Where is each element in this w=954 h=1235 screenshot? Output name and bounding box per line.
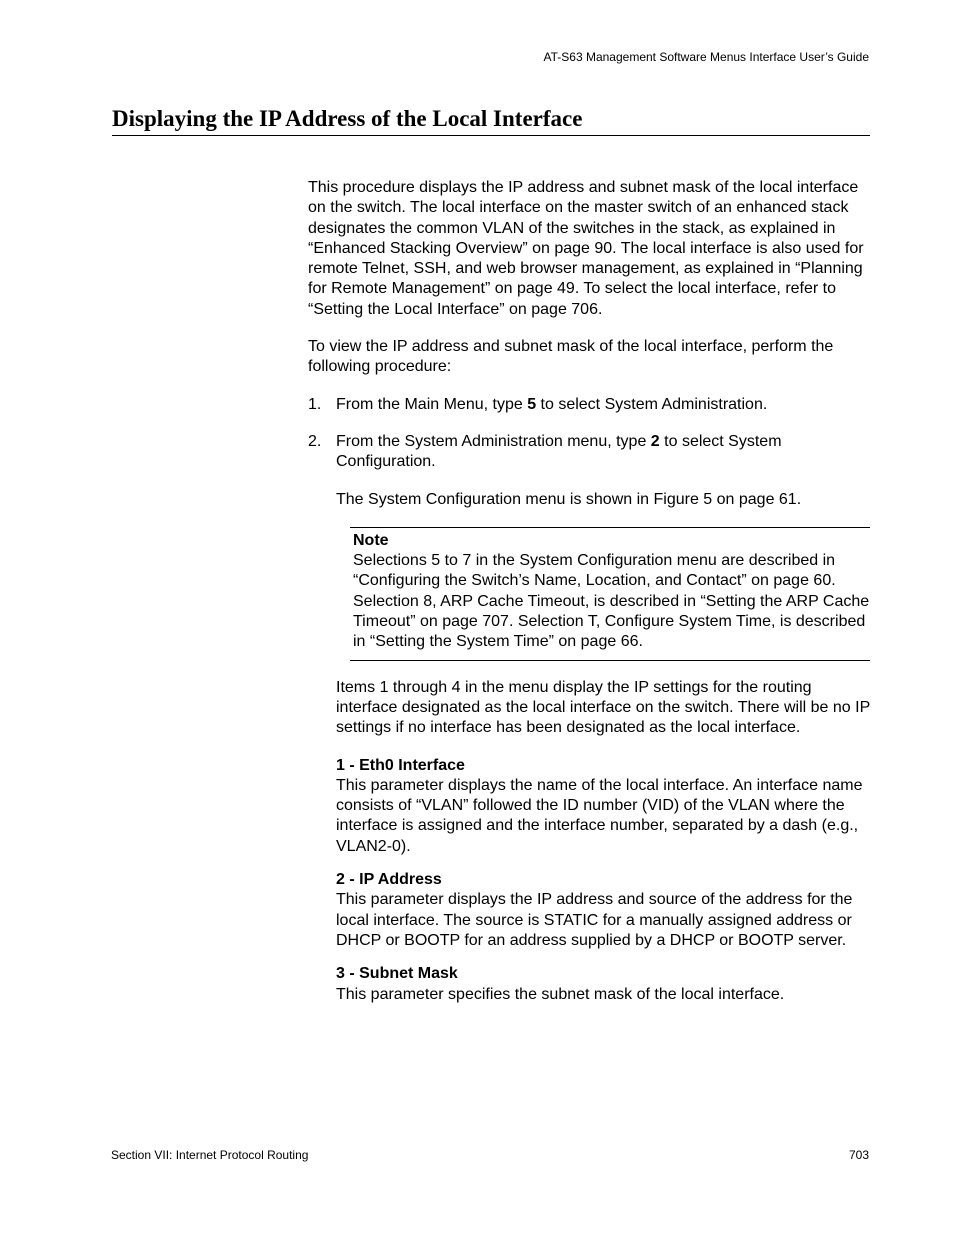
step-number: 1. — [308, 395, 322, 413]
step-followup: The System Configuration menu is shown in Figure 5 on page 61. — [336, 490, 802, 508]
step-number: 2. — [308, 432, 322, 450]
parameter-list — [308, 756, 870, 1005]
parameter-item — [336, 964, 870, 1005]
parameter-item — [336, 870, 870, 951]
parameter-name: 3 - Subnet Mask — [336, 965, 458, 983]
note-heading: Note — [353, 531, 389, 549]
procedure-steps — [308, 395, 870, 473]
note-box — [350, 527, 870, 661]
parameter-description: This parameter displays the name of the local interface. An interface name consists of “VLAN” followed the ID number (VID) of the VLAN where the interface is assigned and the interface number, separated by a dash (e.g., VLAN2-0). — [336, 776, 863, 855]
parameter-description: This parameter displays the IP address and source of the address for the local interface. The source is STATIC for a manually assigned address or DHCP or BOOTP for an address supplied by a DHCP or BOOTP server. — [336, 891, 853, 949]
intro-paragraph: This procedure displays the IP address and subnet mask of the local interface on the switch. The local interface on the master switch of an enhanced stack designates the common VLAN of the switches in the stack, as explained in “Enhanced Stacking Overview” on page 90. The local interface is also used for remote Telnet, SSH, and web browser management, as explained in “Planning for Remote Management” on page 49. To select the local interface, refer to “Setting the Local Interface” on page 706. — [308, 179, 864, 318]
footer-section: Section VII: Internet Protocol Routing — [111, 1148, 309, 1162]
step-item — [308, 395, 870, 415]
step-text: to select System Configuration. — [336, 432, 782, 471]
step-text: to select System Administration. — [536, 395, 768, 413]
parameter-name: 2 - IP Address — [336, 871, 442, 889]
page-number: 703 — [848, 1148, 869, 1162]
parameter-item — [336, 756, 870, 857]
body-text — [308, 178, 870, 1018]
step-item — [308, 432, 870, 473]
step-text: From the Main Menu, type — [336, 395, 528, 413]
procedure-intro: To view the IP address and subnet mask of the local interface, perform the following procedure: — [308, 338, 834, 376]
parameter-name: 1 - Eth0 Interface — [336, 756, 465, 774]
section-title: Displaying the IP Address of the Local Interface — [112, 106, 870, 136]
running-header: AT-S63 Management Software Menus Interface User’s Guide — [543, 50, 869, 64]
parameter-description: This parameter specifies the subnet mask of the local interface. — [336, 985, 785, 1003]
step-key: 2 — [650, 432, 660, 450]
step-text: From the System Administration menu, type — [336, 432, 651, 450]
step-key: 5 — [527, 395, 537, 413]
items-intro: Items 1 through 4 in the menu display the IP settings for the routing interface designated as the local interface on the switch. There will be no IP settings if no interface has been designated as the local interface. — [336, 678, 870, 737]
note-text: Selections 5 to 7 in the System Configuration menu are described in “Configuring the Switch’s Name, Location, and Contact” on page 60. Selection 8, ARP Cache Timeout, is described in “Setting the ARP Cache Timeout” on page 707. Selection T, Configure System Time, is described in “Setting the System Time” on page 66. — [353, 552, 870, 651]
